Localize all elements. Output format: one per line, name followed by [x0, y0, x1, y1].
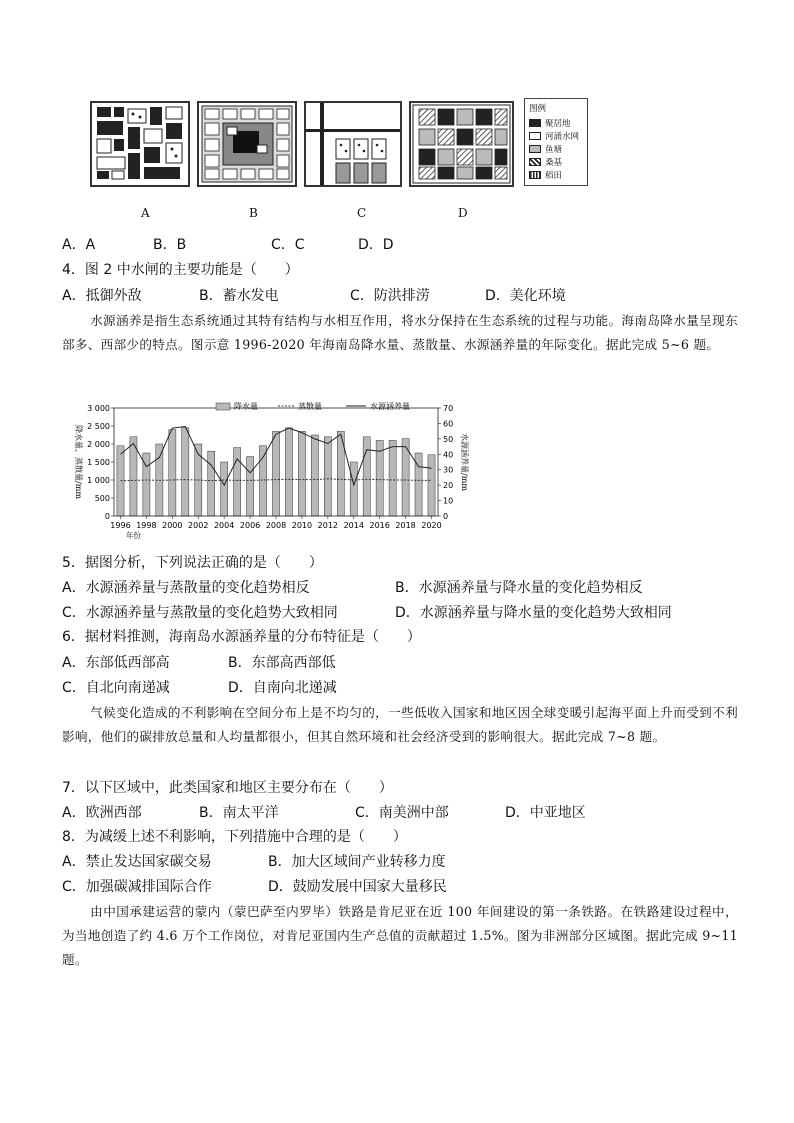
left-tick-label: 0	[104, 512, 110, 521]
y-axis-title-left: 降水量、蒸散量/mm	[74, 425, 83, 499]
legend-label-water-conservation: 水源涵养量	[370, 402, 410, 411]
left-tick-label: 2 000	[87, 440, 110, 449]
bar	[247, 457, 254, 516]
q4-option-a[interactable]: A．抵御外敌	[62, 288, 142, 304]
q6-option-b[interactable]: B．东部高西部低	[228, 655, 336, 671]
reading-passage-9-11: 由中国承建运营的蒙内（蒙巴萨至内罗毕）铁路是肯尼亚在近 100 年间建设的第一条铁路。在铁路建设过程中，为当地创造了约 4.6 万个工作岗位，对肯尼亚国内生产总值的贡献超过 1.5%。图为非洲部分区域图。据此完成 9~11 题。	[62, 904, 738, 967]
x-tick-label: 2010	[291, 521, 313, 530]
q6-option-d[interactable]: D．自南向北递减	[228, 680, 337, 696]
q4-option-b[interactable]: B．蓄水发电	[199, 288, 279, 304]
x-tick-label: 2006	[239, 521, 261, 530]
q7-option-b[interactable]: B．南太平洋	[199, 805, 279, 821]
right-tick-label: 0	[443, 512, 449, 521]
bar	[324, 437, 331, 516]
right-tick-label: 70	[443, 404, 454, 413]
q3-option-a[interactable]: A．A	[62, 237, 96, 253]
q6-option-a[interactable]: A．东部低西部高	[62, 655, 170, 671]
x-tick-label: 2000	[162, 521, 183, 530]
bar	[376, 440, 383, 516]
q8-option-c[interactable]: C．加强碳减排国际合作	[62, 879, 212, 895]
bar	[285, 428, 292, 516]
legend-label-precipitation: 降水量	[234, 402, 258, 411]
q7-option-c[interactable]: C．南美洲中部	[355, 805, 449, 821]
q7-option-d[interactable]: D．中亚地区	[505, 805, 586, 821]
q8-option-d[interactable]: D．鼓励发展中国家大量移民	[268, 879, 447, 895]
q3-option-c[interactable]: C．C	[271, 237, 305, 253]
panel-label-d: D	[458, 206, 468, 220]
legend-item: 聚居地	[529, 116, 583, 129]
q4-stem: 4．图 2 中水闸的主要功能是（ ）	[62, 262, 299, 278]
q6-stem: 6．据材料推测，海南岛水源涵养量的分布特征是（ ）	[62, 629, 421, 645]
legend-item: 稻田	[529, 168, 583, 181]
q7-option-a[interactable]: A．欧洲西部	[62, 805, 142, 821]
legend-title: 图例	[529, 104, 547, 114]
figure-panel-d	[409, 101, 514, 187]
q3-option-d[interactable]: D．D	[358, 237, 394, 253]
bar	[169, 430, 176, 516]
panel-label-b: B	[249, 206, 258, 220]
legend-item: 河涌水网	[529, 129, 583, 142]
panel-b-map	[199, 103, 295, 185]
q5-option-b[interactable]: B．水源涵养量与降水量的变化趋势相反	[395, 580, 643, 596]
q4-option-c[interactable]: C．防洪排涝	[350, 288, 430, 304]
q8-option-b[interactable]: B．加大区域间产业转移力度	[268, 854, 446, 870]
bar	[182, 428, 189, 516]
panel-label-c: C	[357, 206, 367, 220]
hainan-water-chart	[66, 396, 476, 541]
legend-swatch-settlement	[529, 119, 541, 127]
legend-item: 桑基	[529, 155, 583, 168]
right-tick-label: 40	[443, 450, 454, 460]
q4-option-d[interactable]: D．美化环境	[485, 288, 566, 304]
x-tick-label: 2018	[395, 521, 416, 530]
y-axis-title-right: 水源涵养量/mm	[460, 433, 469, 491]
left-tick-label: 500	[94, 494, 110, 503]
left-tick-label: 1 500	[87, 458, 110, 467]
x-tick-label: 1996	[110, 521, 131, 530]
q6-option-c[interactable]: C．自北向南递减	[62, 680, 170, 696]
bar	[311, 435, 318, 516]
right-tick-label: 20	[443, 481, 454, 491]
bar	[234, 448, 241, 516]
x-tick-label: 2012	[317, 521, 339, 530]
x-tick-label: 2008	[265, 521, 287, 530]
legend-item: 鱼塘	[529, 142, 583, 155]
bar	[117, 446, 124, 516]
q7-stem: 7．以下区域中，此类国家和地区主要分布在（ ）	[62, 780, 393, 796]
bar	[363, 437, 370, 516]
bar	[221, 462, 228, 516]
legend-label-evapotranspiration: 蒸散量	[298, 402, 322, 411]
bar	[350, 462, 357, 516]
right-tick-label: 60	[443, 419, 454, 429]
x-axis-title: 年份	[125, 531, 141, 540]
q5-stem: 5．据图分析，下列说法正确的是（ ）	[62, 555, 323, 571]
legend-swatch-precipitation	[216, 403, 230, 410]
legend-swatch-pond	[529, 145, 541, 153]
figure-panel-c	[304, 101, 402, 187]
x-tick-label: 2004	[213, 521, 235, 530]
bar	[298, 431, 305, 516]
x-tick-label: 1998	[136, 521, 157, 530]
legend-swatch-river	[529, 132, 541, 140]
x-tick-label: 2020	[421, 521, 442, 530]
left-tick-label: 2 500	[87, 422, 110, 431]
right-tick-label: 10	[443, 496, 454, 506]
q5-option-d[interactable]: D．水源涵养量与降水量的变化趋势大致相同	[395, 605, 672, 621]
legend-swatch-mulberry	[529, 158, 541, 166]
q5-option-a[interactable]: A．水源涵养量与蒸散量的变化趋势相反	[62, 580, 310, 596]
legend-swatch-paddy	[529, 171, 541, 179]
figure-legend	[524, 98, 588, 186]
bar	[428, 455, 435, 516]
right-tick-label: 30	[443, 465, 454, 475]
left-tick-label: 3 000	[87, 404, 110, 413]
figure-panel-a	[90, 101, 190, 187]
x-tick-label: 2014	[343, 521, 364, 530]
right-tick-label: 50	[443, 434, 454, 444]
bar	[208, 451, 215, 516]
panel-label-a: A	[141, 206, 150, 220]
figure-panel-b	[197, 101, 297, 187]
left-tick-label: 1 000	[87, 476, 110, 485]
panel-c-map	[306, 103, 400, 185]
reading-passage-7-8: 气候变化造成的不利影响在空间分布上是不均匀的，一些低收入国家和地区因全球变暖引起海平面上升而受到不利影响，他们的碳排放总量和人均量都很小，但其自然环境和社会经济受到的影响很大。据此完成 7~8 题。	[62, 705, 738, 744]
panel-a-map	[92, 103, 188, 185]
q5-option-c[interactable]: C．水源涵养量与蒸散量的变化趋势大致相同	[62, 605, 338, 621]
q8-stem: 8．为减缓上述不利影响，下列措施中合理的是（ ）	[62, 829, 407, 845]
reading-passage-5-6: 水源涵养是指生态系统通过其特有结构与水相互作用，将水分保持在生态系统的过程与功能。海南岛降水量呈现东部多、西部少的特点。图示意 1996-2020 年海南岛降水量、蒸散量、水源涵养量的年际变化。据此完成 5~6 题。	[62, 313, 738, 352]
x-tick-label: 2002	[188, 521, 209, 530]
bar	[272, 431, 279, 516]
q8-option-a[interactable]: A．禁止发达国家碳交易	[62, 854, 212, 870]
bar	[389, 440, 396, 516]
panel-d-map	[411, 103, 512, 185]
q3-option-b[interactable]: B．B	[153, 237, 187, 253]
x-tick-label: 2016	[369, 521, 390, 530]
